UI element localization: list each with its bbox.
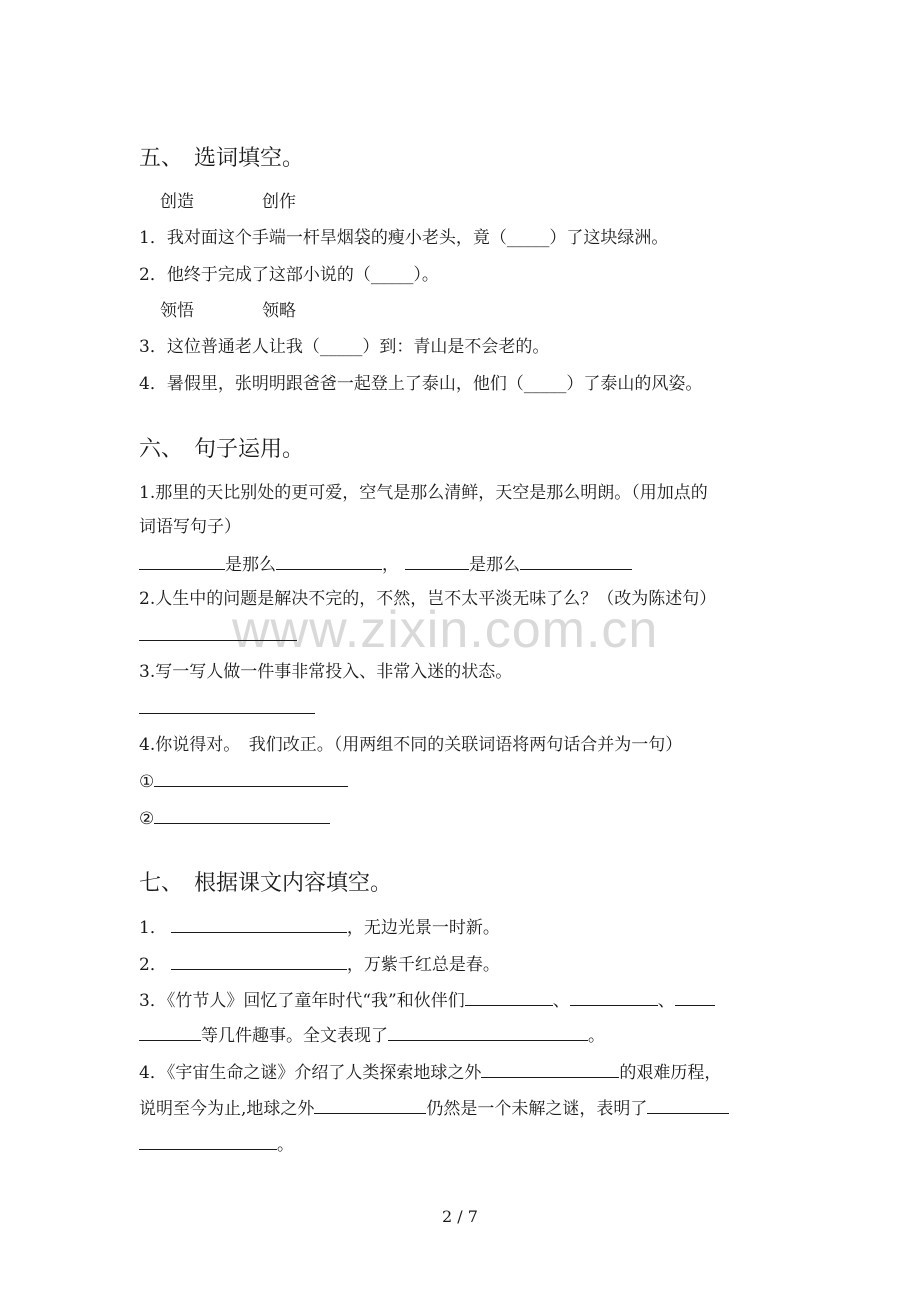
question-7-3-line1: 3．《竹节人》回忆了童年时代“我”和伙伴们 、 、: [139, 987, 715, 1013]
question-6-2: 2.人生中的问题是解决不完的，不然，岂不太平淡无味了么？（改为陈述句）: [139, 589, 717, 609]
answer-blank[interactable]: [520, 551, 632, 570]
question-6-3: 3.写一写人做一件事非常投入、非常入迷的状态。: [139, 662, 513, 682]
question-7-4-line3: 。: [139, 1131, 294, 1157]
question-6-1-line1: 1.那里的天比别处的更可爱，空气是那么清鲜，天空是那么明朗。（用加点的: [139, 483, 708, 503]
answer-blank[interactable]: [276, 551, 382, 570]
question-6-4-answer-1: ①: [139, 768, 348, 794]
question-6-3-answer: [139, 695, 315, 721]
answer-blank[interactable]: [154, 805, 330, 824]
question-6-4: 4.你说得对。 我们改正。（用两组不同的关联词语将两句话合并为一句）: [139, 735, 683, 755]
question-6-1-line2: 词语写句子）: [139, 517, 241, 537]
word-options-1: 创造 创作: [160, 192, 296, 212]
answer-blank[interactable]: [171, 951, 347, 970]
answer-blank[interactable]: [675, 987, 715, 1006]
question-5-2: 2．他终于完成了这部小说的（_____）。: [139, 265, 439, 285]
answer-blank[interactable]: [465, 987, 553, 1006]
answer-blank[interactable]: [314, 1095, 426, 1114]
answer-blank[interactable]: [154, 768, 348, 787]
answer-blank[interactable]: [139, 1131, 277, 1150]
question-7-4-line2: 说明至今为止,地球之外 仍然是一个未解之谜，表明了: [139, 1095, 729, 1121]
question-7-3-line2: 等几件趣事。全文表现了 。: [139, 1022, 605, 1048]
answer-blank[interactable]: [570, 987, 658, 1006]
question-6-2-answer: [139, 622, 297, 648]
watermark: www.zixin.com.cn: [232, 601, 659, 659]
question-6-4-answer-2: ②: [139, 805, 330, 831]
question-7-2: 2． ，万紫千红总是春。: [139, 951, 500, 977]
answer-blank[interactable]: [139, 551, 225, 570]
question-7-1: 1． ，无边光景一时新。: [139, 914, 500, 940]
answer-blank[interactable]: [139, 695, 315, 714]
section-7-heading: 七、 根据课文内容填空。: [139, 871, 393, 896]
answer-blank[interactable]: [171, 914, 347, 933]
page-number: 2 / 7: [442, 1207, 478, 1226]
question-5-4: 4．暑假里，张明明跟爸爸一起登上了泰山，他们（_____）了泰山的风姿。: [139, 374, 703, 394]
answer-blank[interactable]: [388, 1022, 588, 1041]
answer-blank[interactable]: [647, 1095, 729, 1114]
question-7-4-line1: 4．《宇宙生命之谜》介绍了人类探索地球之外 的艰难历程，: [139, 1059, 721, 1085]
question-5-3: 3．这位普通老人让我（_____）到：青山是不会老的。: [139, 337, 550, 357]
answer-blank[interactable]: [481, 1059, 619, 1078]
word-options-2: 领悟 领略: [160, 301, 296, 321]
answer-blank[interactable]: [139, 622, 297, 641]
section-6-heading: 六、 句子运用。: [139, 437, 305, 462]
question-6-1-answer: 是那么 ， 是那么: [139, 551, 632, 577]
answer-blank[interactable]: [405, 551, 469, 570]
question-5-1: 1．我对面这个手端一杆旱烟袋的瘦小老头，竟（_____）了这块绿洲。: [139, 228, 669, 248]
answer-blank[interactable]: [139, 1022, 201, 1041]
section-5-heading: 五、 选词填空。: [139, 146, 305, 171]
